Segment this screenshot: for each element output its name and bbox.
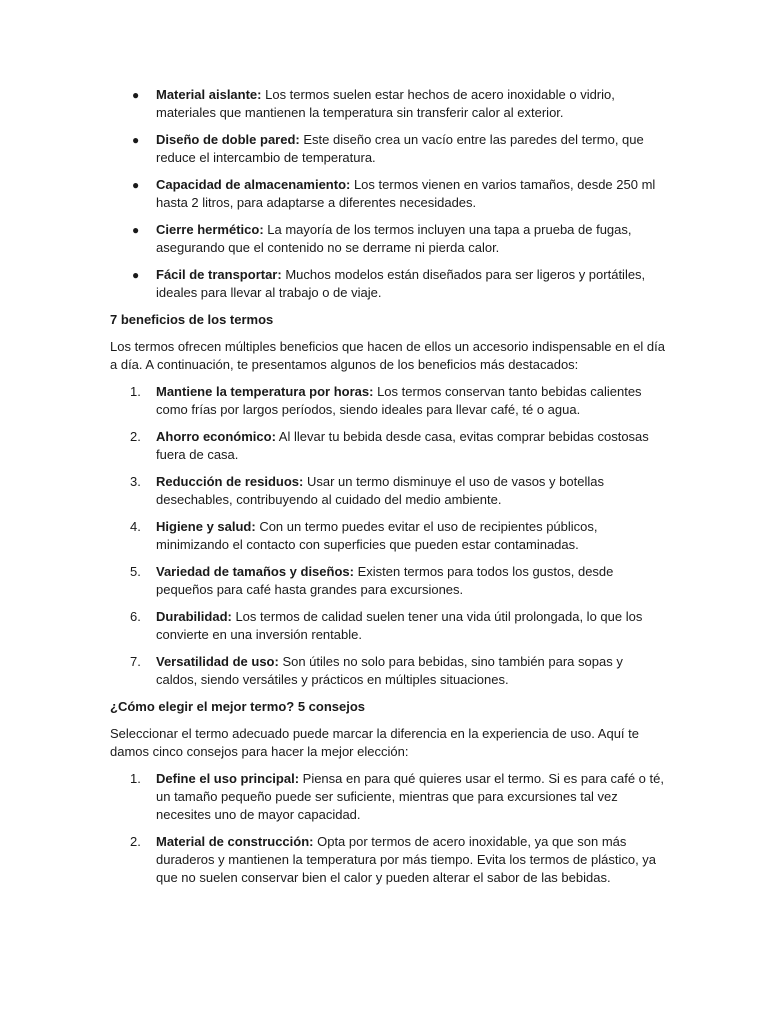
item-text: Existen termos para todos los gustos, desde pequeños para café hasta grandes para excursiones. xyxy=(156,564,614,597)
item-text: Muchos modelos están diseñados para ser ligeros y portátiles, ideales para llevar al trabajo o de viaje. xyxy=(156,267,646,300)
list-item xyxy=(110,86,666,122)
bullet-icon: ● xyxy=(132,178,140,192)
item-number: 1. xyxy=(130,384,141,399)
tips-heading: ¿Cómo elegir el mejor termo? 5 consejos xyxy=(110,699,366,714)
item-number: 4. xyxy=(130,519,141,534)
item-term: Material de construcción: xyxy=(156,834,314,849)
item-text: Los termos suelen estar hechos de acero inoxidable o vidrio, materiales que mantienen la temperatura sin transferir calor al exterior. xyxy=(156,87,615,120)
features-list xyxy=(110,86,666,302)
item-term: Define el uso principal: xyxy=(156,771,300,786)
bullet-icon: ● xyxy=(132,133,140,147)
bullet-icon: ● xyxy=(132,88,140,102)
item-term: Ahorro económico: xyxy=(156,429,276,444)
list-item xyxy=(110,563,666,599)
item-term: Reducción de residuos: xyxy=(156,474,304,489)
item-term: Material aislante: xyxy=(156,87,262,102)
item-term: Versatilidad de uso: xyxy=(156,654,279,669)
item-number: 7. xyxy=(130,654,141,669)
item-text: Son útiles no solo para bebidas, sino también para sopas y caldos, siendo versátiles y prácticos en múltiples situaciones. xyxy=(156,654,623,687)
list-item xyxy=(110,266,666,302)
bullet-icon: ● xyxy=(132,268,140,282)
item-text: Los termos vienen en varios tamaños, desde 250 ml hasta 2 litros, para adaptarse a diferentes necesidades. xyxy=(156,177,656,210)
item-text: Los termos conservan tanto bebidas calientes como frías por largos períodos, siendo ideales para llevar café, té o agua. xyxy=(156,384,642,417)
list-item xyxy=(110,608,666,644)
tips-intro: Seleccionar el termo adecuado puede marcar la diferencia en la experiencia de uso. Aquí te damos cinco consejos para hacer la mejor elección: xyxy=(110,726,639,759)
item-text: Al llevar tu bebida desde casa, evitas comprar bebidas costosas fuera de casa. xyxy=(156,429,649,462)
list-item xyxy=(110,176,666,212)
benefits-heading: 7 beneficios de los termos xyxy=(110,312,274,327)
bullet-icon: ● xyxy=(132,223,140,237)
item-text: Este diseño crea un vacío entre las paredes del termo, que reduce el intercambio de temperatura. xyxy=(156,132,644,165)
list-item xyxy=(110,653,666,689)
list-item xyxy=(110,473,666,509)
list-item xyxy=(110,131,666,167)
benefits-intro: Los termos ofrecen múltiples beneficios que hacen de ellos un accesorio indispensable en el día a día. A continuación, te presentamos algunos de los beneficios más destacados: xyxy=(110,339,666,372)
item-term: Fácil de transportar: xyxy=(156,267,282,282)
item-text: Usar un termo disminuye el uso de vasos y botellas desechables, contribuyendo al cuidado del medio ambiente. xyxy=(156,474,604,507)
document-page xyxy=(110,86,666,896)
item-term: Cierre hermético: xyxy=(156,222,264,237)
item-text: Piensa en para qué quieres usar el termo. Si es para café o té, un tamaño pequeño puede ser suficiente, mientras que para excursiones tal vez necesites uno de mayor capacidad. xyxy=(156,771,664,822)
item-text: Los termos de calidad suelen tener una vida útil prolongada, lo que los convierte en una inversión rentable. xyxy=(156,609,643,642)
item-number: 1. xyxy=(130,771,141,786)
item-number: 2. xyxy=(130,834,141,849)
item-term: Higiene y salud: xyxy=(156,519,256,534)
item-term: Durabilidad: xyxy=(156,609,232,624)
benefits-list xyxy=(110,383,666,689)
item-text: La mayoría de los termos incluyen una tapa a prueba de fugas, asegurando que el contenido no se derrame ni pierda calor. xyxy=(156,222,632,255)
list-item xyxy=(110,383,666,419)
item-term: Variedad de tamaños y diseños: xyxy=(156,564,354,579)
item-term: Diseño de doble pared: xyxy=(156,132,300,147)
item-number: 6. xyxy=(130,609,141,624)
list-item xyxy=(110,221,666,257)
item-number: 2. xyxy=(130,429,141,444)
item-number: 5. xyxy=(130,564,141,579)
item-text: Con un termo puedes evitar el uso de recipientes públicos, minimizando el contacto con superficies que pueden estar contaminadas. xyxy=(156,519,598,552)
item-number: 3. xyxy=(130,474,141,489)
list-item xyxy=(110,770,666,824)
item-term: Mantiene la temperatura por horas: xyxy=(156,384,374,399)
list-item xyxy=(110,518,666,554)
list-item xyxy=(110,833,666,887)
list-item xyxy=(110,428,666,464)
tips-list xyxy=(110,770,666,887)
item-term: Capacidad de almacenamiento: xyxy=(156,177,351,192)
item-text: Opta por termos de acero inoxidable, ya que son más duraderos y mantienen la temperatura por más tiempo. Evita los termos de plástico, ya que no suelen conservar bien el calor y pueden alterar el sabor de las bebidas. xyxy=(156,834,657,885)
